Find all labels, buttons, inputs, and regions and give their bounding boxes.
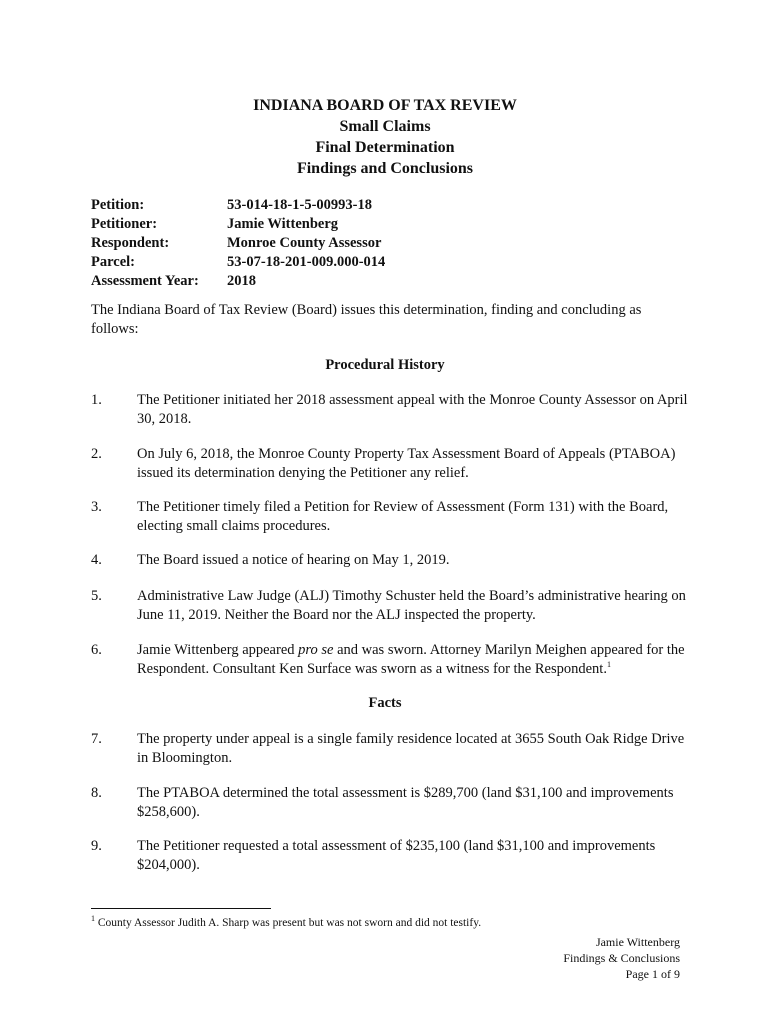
footnote-text: County Assessor Judith A. Sharp was present but was not sworn and did not testify.	[95, 917, 482, 929]
case-info-value: 2018	[227, 273, 256, 289]
paragraph-8	[91, 784, 691, 822]
heading-final-determination: Final Determination	[315, 139, 455, 156]
paragraph-number: 4.	[91, 552, 102, 568]
paragraph-text-part: Jamie Wittenberg appeared	[137, 642, 299, 658]
paragraph-number: 8.	[91, 785, 102, 801]
paragraph-4	[91, 551, 691, 570]
section-procedural-history: Procedural History	[325, 357, 445, 373]
footer-page-number: Page 1 of 9	[625, 967, 680, 981]
case-info-label: Petition:	[91, 197, 145, 213]
paragraph-number: 6.	[91, 642, 102, 658]
paragraph-number: 3.	[91, 499, 102, 515]
case-info-petitioner	[91, 215, 385, 234]
document-heading	[0, 95, 770, 179]
paragraph-9	[91, 837, 691, 875]
case-info-label: Petitioner:	[91, 216, 158, 232]
heading-findings: Findings and Conclusions	[296, 160, 474, 177]
paragraph-text-part: and was sworn. Attorney Marilyn Meighen appeared for the Respondent. Consultant Ken Surface was sworn as a witness for the Respondent.	[137, 642, 685, 677]
paragraph-text	[137, 641, 689, 679]
paragraph-text: The Petitioner initiated her 2018 assessment appeal with the Monroe County Assessor on April 30, 2018.	[137, 392, 688, 427]
paragraph-7	[91, 730, 691, 768]
paragraph-number: 2.	[91, 446, 102, 462]
footnote-divider	[91, 908, 271, 909]
paragraph-number: 7.	[91, 731, 102, 747]
case-info-value: 53-07-18-201-009.000-014	[227, 254, 386, 270]
case-info-parcel	[91, 253, 385, 272]
paragraph-number: 5.	[91, 588, 102, 604]
footnote-reference[interactable]: 1	[606, 660, 611, 670]
case-info-value: Jamie Wittenberg	[227, 216, 339, 232]
case-info-label: Respondent:	[91, 235, 170, 251]
page-footer	[563, 934, 680, 982]
case-info	[91, 196, 385, 291]
case-info-respondent	[91, 234, 385, 253]
paragraph-3	[91, 498, 691, 536]
paragraph-text-italic: pro se	[298, 642, 334, 658]
case-info-label: Assessment Year:	[91, 273, 199, 289]
paragraph-text: The property under appeal is a single family residence located at 3655 South Oak Ridge Drive in Bloomington.	[137, 731, 685, 766]
case-info-value: Monroe County Assessor	[227, 235, 382, 251]
paragraph-number: 9.	[91, 838, 102, 854]
intro-paragraph: The Indiana Board of Tax Review (Board) issues this determination, finding and concluding as follows:	[91, 302, 642, 337]
paragraph-text: On July 6, 2018, the Monroe County Property Tax Assessment Board of Appeals (PTABOA) issued its determination denying the Petitioner any relief.	[137, 446, 676, 481]
footnote-mark: 1	[91, 914, 95, 924]
case-info-petition	[91, 196, 385, 215]
heading-board-name: INDIANA BOARD OF TAX REVIEW	[253, 97, 517, 114]
paragraph-text: The Board issued a notice of hearing on May 1, 2019.	[137, 552, 450, 568]
paragraph-text: The Petitioner timely filed a Petition for Review of Assessment (Form 131) with the Board, electing small claims procedures.	[137, 499, 669, 534]
case-info-assessment-year	[91, 272, 385, 291]
case-info-label: Parcel:	[91, 254, 136, 270]
paragraph-text: Administrative Law Judge (ALJ) Timothy Schuster held the Board’s administrative hearing on June 11, 2019. Neither the Board nor the ALJ inspected the property.	[137, 588, 686, 623]
footer-petitioner-name: Jamie Wittenberg	[595, 935, 680, 949]
paragraph-2	[91, 445, 691, 483]
footnote	[91, 916, 481, 931]
paragraph-6	[91, 641, 691, 679]
case-info-value: 53-014-18-1-5-00993-18	[227, 197, 372, 213]
paragraph-5	[91, 587, 691, 625]
paragraph-text: The Petitioner requested a total assessment of $235,100 (land $31,100 and improvements $204,000).	[137, 838, 656, 873]
section-facts: Facts	[368, 695, 402, 711]
footer-document-title: Findings & Conclusions	[563, 951, 680, 965]
heading-small-claims: Small Claims	[339, 118, 431, 135]
paragraph-number: 1.	[91, 392, 102, 408]
paragraph-1	[91, 391, 691, 429]
paragraph-text: The PTABOA determined the total assessment is $289,700 (land $31,100 and improvements $258,600).	[137, 785, 674, 820]
